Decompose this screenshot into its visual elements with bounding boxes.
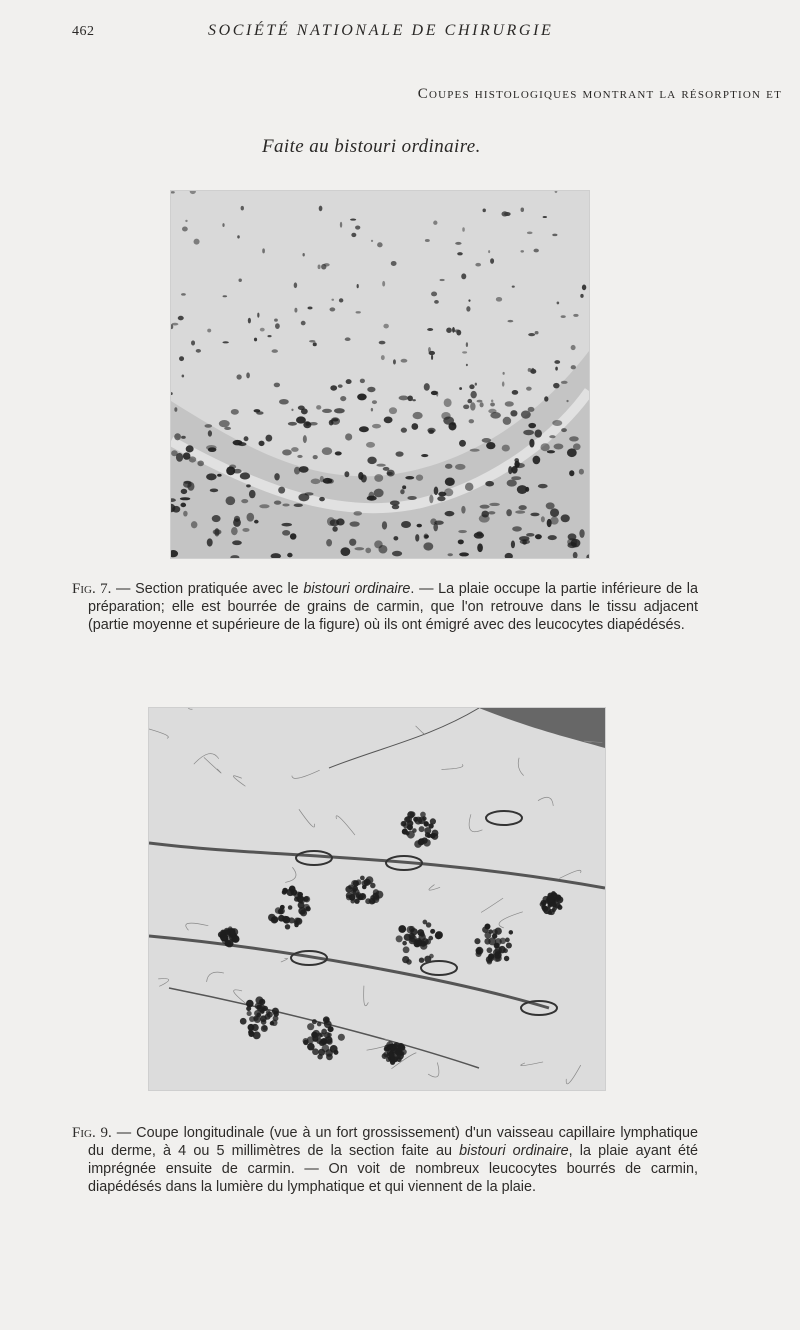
figure-9-caption-text: — Coupe longitudinale (vue à un fort grossissement) d'un vaisseau capillaire lymphatique du derme, à 4 ou 5 millimètres de la section faite au	[88, 1125, 698, 1159]
figure-7-caption-text: . — La plaie occupe la partie inférieure de la préparation; elle est bourrée de grains de carmin, que l'on retrouve dans le tissu adjacent (partie moyenne et supérieure de la figure) où ils ont émigré avec des leucocytes diapédésés.	[88, 581, 698, 633]
figure-9-caption	[72, 1124, 698, 1196]
micrograph-figure-9	[148, 707, 606, 1091]
figure-9-label: Fig. 9.	[72, 1125, 112, 1141]
figure-9-caption-italic: bistouri ordinaire	[459, 1143, 569, 1159]
figure-7-label: Fig. 7.	[72, 581, 112, 597]
figure-9-caption-text: , la plaie ayant été imprégnée ensuite de carmin. — On voit de nombreux leucocytes bourrés de carmin, diapédésés dans la lumière du lymphatique et qui viennent de la plaie.	[88, 1143, 698, 1195]
figure-7-caption-italic: bistouri ordinaire	[303, 581, 411, 597]
micrograph-figure-7	[170, 190, 590, 559]
section-heading: Coupes histologiques montrant la résorption et	[417, 86, 782, 102]
running-head: SOCIÉTÉ NATIONALE DE CHIRURGIE	[208, 22, 554, 39]
micrograph-figure-9-image	[149, 708, 605, 1090]
page-number: 462	[72, 24, 95, 39]
figure-7-caption-text: — Section pratiquée avec le	[111, 581, 304, 597]
micrograph-figure-7-image	[171, 191, 589, 558]
figure-7-caption	[72, 580, 698, 634]
figure-group-title: Faite au bistouri ordinaire.	[262, 136, 481, 157]
